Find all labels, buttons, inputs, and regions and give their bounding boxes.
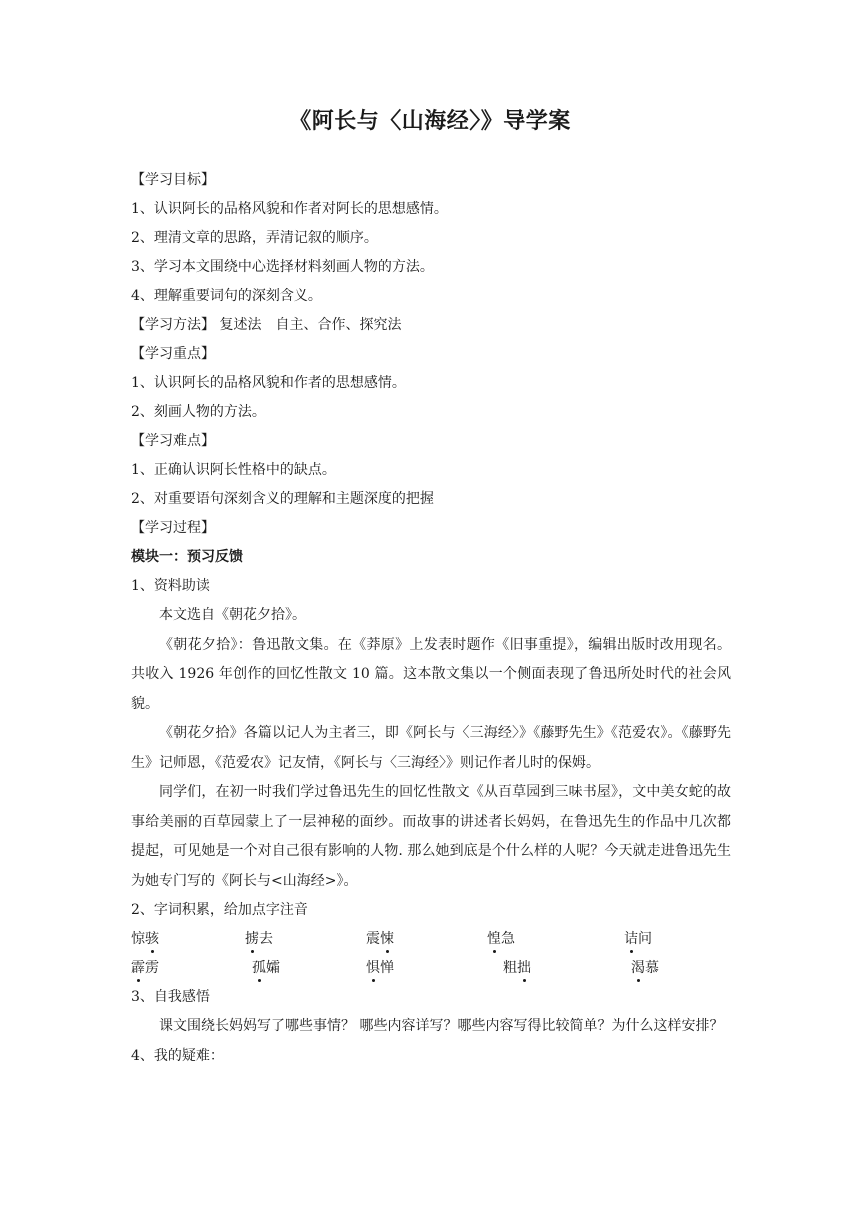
dotted-char: 骇 (145, 925, 159, 954)
vocab-word: 渴慕 (631, 954, 659, 983)
subsection-heading: 2、字词积累，给加点字注音 (131, 902, 308, 918)
dotted-char: 霹 (131, 954, 145, 983)
document-body (131, 166, 731, 1071)
page-title: 《阿长与〈山海经〉》导学案 (289, 109, 571, 134)
vocab-word: 粗拙 (503, 954, 531, 983)
section-heading-key-points: 【学习重点】 (131, 346, 215, 362)
vocab-word: 孤孀 (252, 954, 280, 983)
goal-item: 4、理解重要词句的深刻含义。 (131, 288, 322, 304)
goal-item: 1、认识阿长的品格风貌和作者对阿长的思想感情。 (131, 201, 448, 217)
key-point-item: 1、认识阿长的品格风貌和作者的思想感情。 (131, 375, 406, 391)
vocab-word: 惶急 (487, 925, 515, 954)
paragraph: 课文围绕长妈妈写了哪些事情？ 哪些内容详写？哪些内容写得比较简单？为什么这样安排？ (159, 1018, 724, 1034)
dotted-char: 诘 (624, 925, 638, 954)
subsection-heading: 4、我的疑难： (131, 1047, 224, 1064)
section-heading-difficulties: 【学习难点】 (131, 433, 215, 449)
dotted-char: 悚 (380, 925, 394, 954)
vocab-row (131, 954, 731, 983)
vocab-word: 震悚 (366, 925, 394, 954)
goal-item: 3、学习本文围绕中心选择材料刻画人物的方法。 (131, 259, 434, 275)
vocab-word: 惧惮 (366, 954, 394, 983)
dotted-char: 掳 (245, 925, 259, 954)
section-heading-methods: 【学习方法】 复述法 自主、合作、探究法 (131, 317, 402, 333)
paragraph: 本文选自《朝花夕拾》。 (159, 607, 306, 623)
vocab-word: 惊骇 (131, 925, 159, 954)
vocab-word: 掳去 (245, 925, 273, 954)
dotted-char: 拙 (517, 954, 531, 983)
section-heading-process: 【学习过程】 (131, 520, 215, 536)
module-heading: 模块一：预习反馈 (131, 549, 243, 565)
paragraph: 《朝花夕拾》：鲁迅散文集。在《莽原》上发表时题作《旧事重提》，编辑出版时改用现名。共收入 1926 年创作的回忆性散文 10 篇。这本散文集以一个侧面表现了鲁迅所处时代的社会风貌。 (131, 636, 731, 712)
difficulty-item: 1、正确认识阿长性格中的缺点。 (131, 462, 336, 478)
paragraph: 同学们，在初一时我们学过鲁迅先生的回忆性散文《从百草园到三味书屋》，文中美女蛇的故事给美丽的百草园蒙上了一层神秘的面纱。而故事的讲述者长妈妈，在鲁迅先生的作品中几次都提起，可见她是一个对自己很有影响的人物. 那么她到底是个什么样的人呢？今天就走进鲁迅先生为她专门写的《阿长与<山海经>》。 (131, 784, 731, 889)
dotted-char: 惧 (366, 954, 380, 983)
dotted-char: 渴 (631, 954, 645, 983)
paragraph: 《朝花夕拾》各篇以记人为主者三，即《阿长与〈三海经〉》《藤野先生》《范爱农》。《藤野先生》记师恩，《范爱农》记友情，《阿长与〈三海经〉》则记作者儿时的保姆。 (131, 725, 731, 771)
difficulty-item: 2、对重要语句深刻含义的理解和主题深度的把握 (131, 491, 434, 507)
subsection-heading: 3、自我感悟 (131, 989, 210, 1005)
goal-item: 2、理清文章的思路，弄清记叙的顺序。 (131, 230, 378, 246)
dotted-char: 惶 (487, 925, 501, 954)
subsection-heading: 1、资料助读 (131, 578, 210, 594)
vocab-word: 诘问 (624, 925, 652, 954)
vocab-row (131, 925, 731, 954)
key-point-item: 2、刻画人物的方法。 (131, 404, 266, 420)
section-heading-goals: 【学习目标】 (131, 172, 215, 188)
vocab-word: 霹雳 (131, 954, 159, 983)
dotted-char: 孤 (252, 954, 266, 983)
